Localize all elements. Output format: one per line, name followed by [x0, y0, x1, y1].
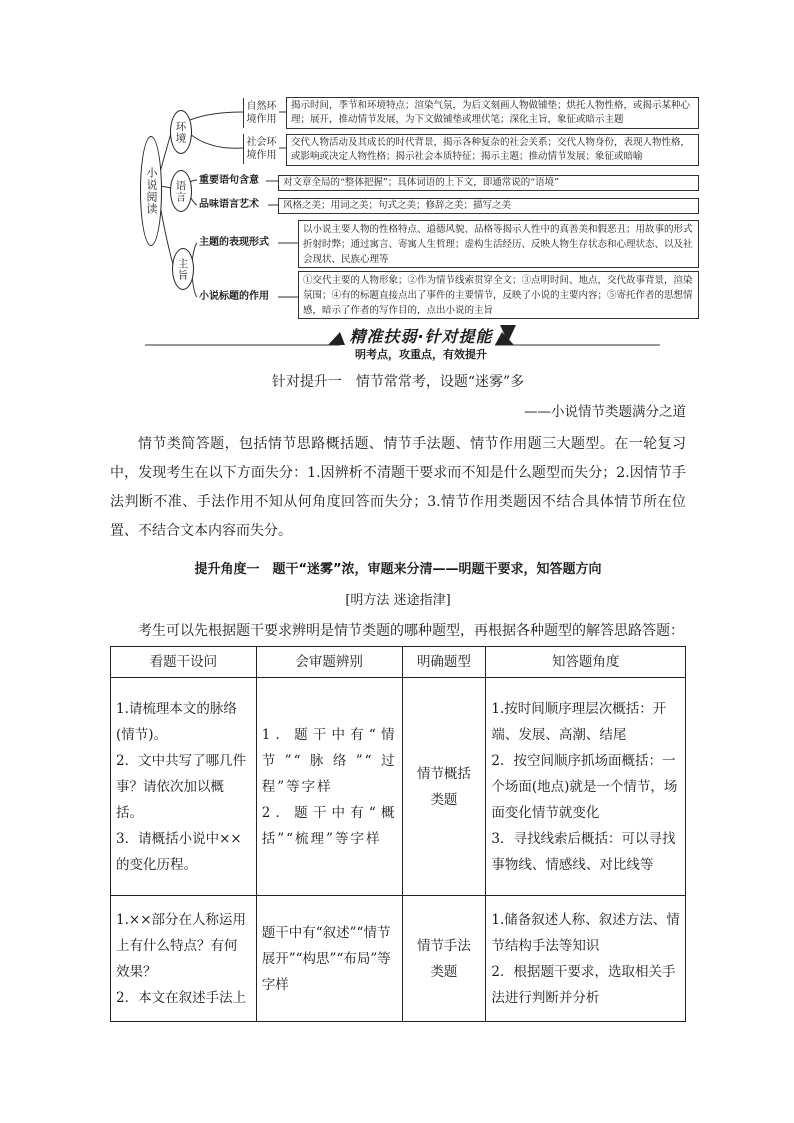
- theme-title-box: [298, 271, 699, 319]
- section-title: [110, 372, 686, 392]
- ask-item: 1.请梳理本文的脉络(情节)。: [116, 700, 237, 743]
- header-judge: 会审题辨别: [256, 647, 402, 678]
- method-heading: [110, 592, 686, 610]
- env-natural-label: [243, 98, 279, 128]
- table-header-row: [111, 647, 686, 678]
- cell-type: [402, 896, 486, 1022]
- section-intro-text: 情节类简答题，包括情节思路概括题、情节手法题、情节作用题三大题型。在一轮复习中，发现考生在以下方面失分：1.因辨析不清题干要求而不知是什么题型而失分；2.因情节手法判断不准、手法作用不知从何角度回答而失分；3.情节作用类题因不结合具体情节所在位置、不结合文本内容而失分。: [110, 436, 686, 539]
- lead-paragraph-text: 考生可以先根据题干要求辨明是情节类题的哪种题型，再根据各种题型的解答思路答题：: [138, 623, 684, 639]
- angle-heading: [110, 561, 686, 579]
- lang-art-text: 风格之美；用词之美；句式之美；修辞之美；描写之美: [283, 200, 512, 211]
- type-label: 情节概括类题: [416, 765, 471, 808]
- cell-judge: [256, 678, 402, 896]
- env-social-box: [286, 134, 699, 166]
- branch-env: [170, 110, 192, 154]
- judge-item: 题干中有“叙述”“情节展开”“构思”“布局”等字样: [261, 924, 391, 993]
- theme-title-label: [199, 290, 269, 304]
- section-title-text: 针对提升一 情节常常考，设题“迷雾”多: [271, 374, 525, 390]
- table-row: [111, 896, 686, 1022]
- branch-lang-label: 语言: [174, 179, 187, 203]
- lang-sentence-label-text: 重要语句含意: [199, 175, 259, 186]
- angle-item: 1.按时间顺序理层次概括：开端、发展、高潮、结尾: [491, 700, 667, 743]
- method-heading-text: [明方法 迷途指津]: [345, 593, 451, 608]
- lead-paragraph: [110, 620, 686, 642]
- theme-title-label-text: 小说标题的作用: [199, 291, 269, 302]
- lang-sentence-label: [199, 174, 259, 188]
- header-type: 明确题型: [402, 647, 486, 678]
- mindmap-root: [140, 136, 162, 246]
- env-social-text: 交代人物活动及其成长的时代背景，揭示各种复杂的社会关系；交代人物身份，表现人物性格，或影响或决定人物性格；揭示社会本质特征；揭示主题；推动情节发展；象征或暗喻: [291, 137, 691, 162]
- cell-type: [402, 678, 486, 896]
- banner-title-text: 精准扶弱·针对提能: [349, 327, 493, 346]
- ask-item: 3．请概括小说中××的变化历程。: [116, 830, 242, 873]
- question-type-table: [110, 646, 686, 1022]
- branch-theme-label: 主旨: [176, 257, 189, 281]
- table-row: [111, 678, 686, 896]
- banner-title: [336, 327, 506, 347]
- ask-item: 2．本文在叙述手法上: [116, 989, 247, 1006]
- env-natural-text: 揭示时间，季节和环境特点；渲染气氛，为后文刻画人物做铺垫；烘托人物性格，或揭示某种心理；展开，推动情节发展，为下文做铺垫或埋伏笔；深化主旨，象征或暗示主题: [291, 100, 691, 125]
- theme-form-text: 以小说主要人物的性格特点、道德风貌、品格等揭示人性中的真善美和假恶丑；用故事的形式折射时弊；通过寓言、寄寓人生哲理；虚构生活经历、反映人物生存状态和心理状态、以及社会现状、民族心理等: [303, 224, 693, 265]
- env-social-label-text: 社会环境作用: [246, 137, 277, 161]
- type-label: 情节手法类题: [416, 937, 471, 980]
- angle-item: 1.储备叙述人称、叙述方法、情节结构手法等知识: [491, 911, 680, 954]
- theme-form-label-text: 主题的表现形式: [199, 237, 269, 248]
- branch-lang: [170, 170, 192, 212]
- section-subtitle-text: ——小说情节类题满分之道: [524, 404, 686, 420]
- theme-form-label: [199, 236, 269, 250]
- branch-env-label: 环境: [174, 120, 187, 144]
- section-intro: [110, 430, 686, 546]
- lang-art-label: [199, 198, 259, 212]
- ask-item: 2．文中共写了哪几件事？请依次加以概括。: [116, 752, 247, 821]
- branch-theme: [172, 248, 194, 290]
- env-natural-box: [286, 97, 699, 129]
- lang-sentence-text: 对文章全局的“整体把握”；具体词语的上下文，即通常说的“语境”: [283, 177, 559, 188]
- angle-item: 2．根据题干要求，选取相关手法进行判断并分析: [491, 963, 676, 1006]
- cell-judge: [256, 896, 402, 1022]
- header-ask: 看题干设问: [111, 647, 257, 678]
- ask-item: 1.××部分在人称运用上有什么特点？有何效果？: [116, 911, 247, 980]
- angle-item: 3．寻找线索后概括：可以寻找事物线、情感线、对比线等: [491, 830, 676, 873]
- header-angle: 知答题角度: [486, 647, 686, 678]
- cell-ask: [111, 678, 257, 896]
- section-subtitle: [110, 402, 686, 422]
- cell-angle: [486, 678, 686, 896]
- cell-angle: [486, 896, 686, 1022]
- angle-heading-text: 提升角度一 题干“迷雾”浓，审题来分清——明题干要求，知答题方向: [194, 562, 602, 577]
- theme-title-text: ①交代主要的人物形象；②作为情节线索贯穿全文；③点明时间、地点，交代故事背景，渲染氛围；④有的标题直接点出了事件的主要情节，反映了小说的主要内容；⑤寄托作者的思想情感，暗示了作者的写作目的，点出小说的主旨: [303, 275, 693, 316]
- lang-art-label-text: 品味语言艺术: [199, 199, 259, 210]
- env-natural-label-text: 自然环境作用: [246, 101, 277, 125]
- banner-subtitle: [336, 348, 506, 362]
- angle-item: 2．按空间顺序抓场面概括：一个场面(地点)就是一个情节，场面变化情节就变化: [491, 752, 678, 821]
- lang-art-box: [278, 198, 699, 214]
- judge-item: 1．题干中有“情节”“脉络”“过程”等字样: [261, 726, 397, 795]
- mindmap-root-label: 小说阅读: [145, 167, 158, 215]
- judge-item: 2．题干中有“概括”“梳理”等字样: [261, 804, 397, 847]
- banner-subtitle-text: 明考点，攻重点，有效提升: [355, 348, 487, 361]
- theme-form-box: [298, 220, 699, 268]
- lang-sentence-box: [278, 175, 699, 191]
- env-social-label: [243, 134, 279, 164]
- cell-ask: [111, 896, 257, 1022]
